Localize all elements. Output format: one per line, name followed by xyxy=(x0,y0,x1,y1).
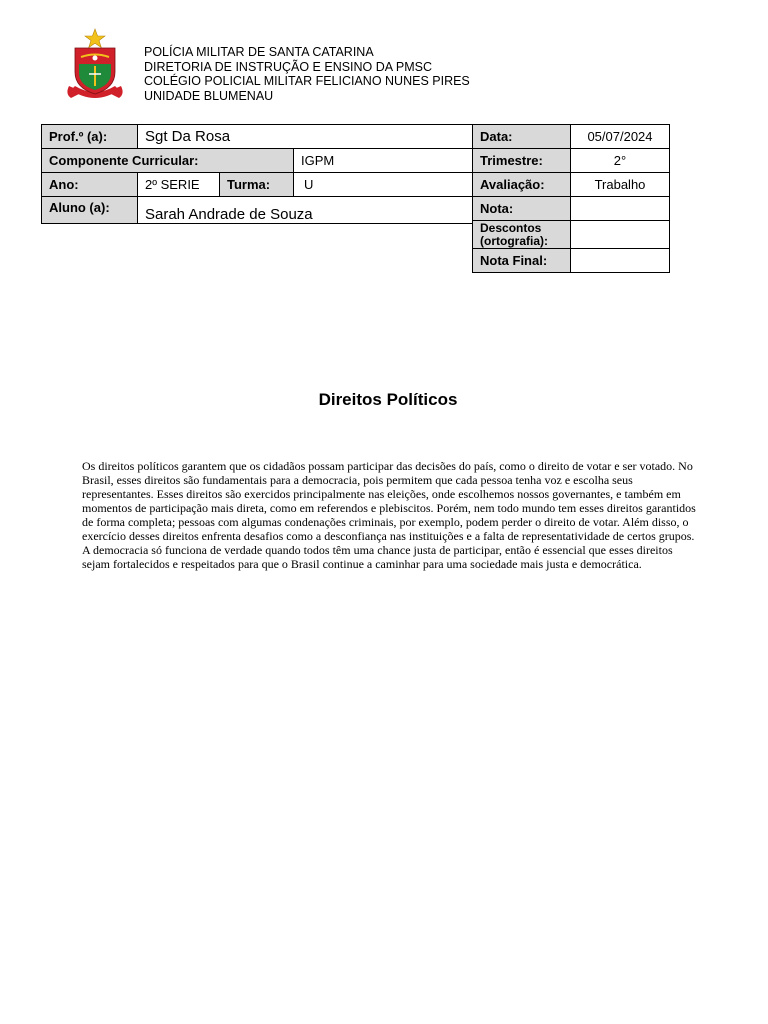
data-row xyxy=(473,125,670,149)
trimestre-label: Trimestre: xyxy=(473,149,571,173)
prof-row xyxy=(42,125,473,149)
descontos-label: Descontos (ortografia): xyxy=(473,221,571,249)
prof-value[interactable]: Sgt Da Rosa xyxy=(138,125,473,149)
pmsc-crest-icon xyxy=(63,28,127,102)
student-info-table xyxy=(41,124,473,224)
header-line-2: DIRETORIA DE INSTRUÇÃO E ENSINO DA PMSC xyxy=(144,59,433,74)
nota-final-row xyxy=(473,249,670,273)
descontos-value[interactable] xyxy=(571,221,670,249)
trimestre-value[interactable]: 2° xyxy=(571,149,670,173)
ano-label: Ano: xyxy=(42,173,138,197)
data-value[interactable]: 05/07/2024 xyxy=(571,125,670,149)
componente-row xyxy=(42,149,473,173)
nota-value[interactable] xyxy=(571,197,670,221)
nota-final-value[interactable] xyxy=(571,249,670,273)
data-label: Data: xyxy=(473,125,571,149)
componente-label: Componente Curricular: xyxy=(42,149,294,173)
institution-header xyxy=(144,45,470,103)
aluno-row xyxy=(42,197,473,224)
descontos-row xyxy=(473,221,670,249)
avaliacao-row xyxy=(473,173,670,197)
document-title: Direitos Políticos xyxy=(318,390,458,409)
turma-label: Turma: xyxy=(220,173,294,197)
grade-table xyxy=(472,124,670,273)
avaliacao-value[interactable]: Trabalho xyxy=(571,173,670,197)
avaliacao-label: Avaliação: xyxy=(473,173,571,197)
aluno-value[interactable]: Sarah Andrade de Souza xyxy=(138,197,473,224)
header-line-3: COLÉGIO POLICIAL MILITAR FELICIANO NUNES PIRES xyxy=(144,74,470,88)
prof-label: Prof.º (a): xyxy=(42,125,138,149)
header-line-4: UNIDADE BLUMENAU xyxy=(144,88,274,103)
turma-value[interactable]: U xyxy=(294,173,473,197)
header-line-1: POLÍCIA MILITAR DE SANTA CATARINA xyxy=(144,45,374,59)
componente-value[interactable]: IGPM xyxy=(294,149,473,173)
nota-label: Nota: xyxy=(473,197,571,221)
ano-value[interactable]: 2º SERIE xyxy=(138,173,220,197)
ano-row xyxy=(42,173,473,197)
nota-row xyxy=(473,197,670,221)
aluno-label: Aluno (a): xyxy=(42,197,138,224)
nota-final-label: Nota Final: xyxy=(473,249,571,273)
trimestre-row xyxy=(473,149,670,173)
document-body: Os direitos políticos garantem que os cidadãos possam participar das decisões do país, como o direito de votar e ser votado. No Brasil, esses direitos são fundamentais para a democracia, pois permitem que cada pessoa tenha voz e escolha seus representantes. Esses direitos são exercidos principalmente nas eleições, onde escolhemos nossos governantes, e também em momentos de participação mais direta, como em referendos e plebiscitos. Porém, nem todo mundo tem esses direitos garantidos de forma completa; pessoas com algumas condenações criminais, por exemplo, podem perder o direito de votar. Além disso, o exercício desses direitos enfrenta desafios como a desconfiança nas instituições e a falta de representatividade de certos grupos. A democracia só funciona de verdade quando todos têm uma chance justa de participar, então é essencial que esses direitos sejam fortalecidos e respeitados para que o Brasil continue a caminhar para uma sociedade mais justa e democrática. xyxy=(82,459,696,571)
